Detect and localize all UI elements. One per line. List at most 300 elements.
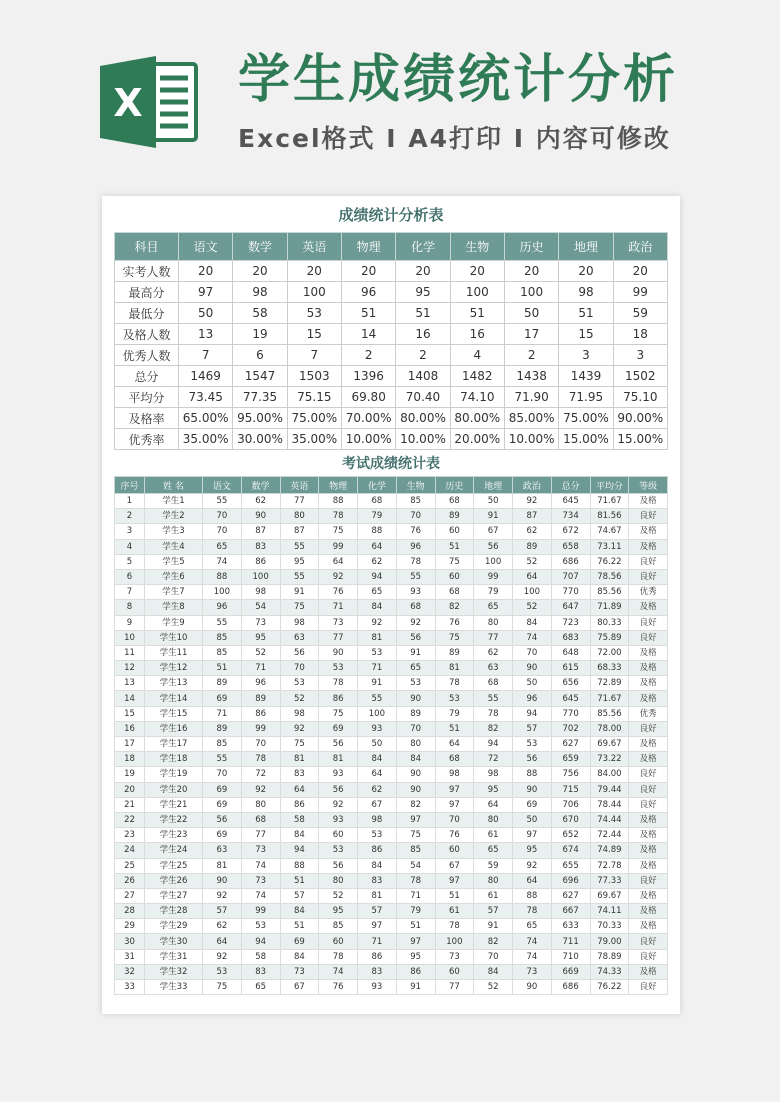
table-cell: 57 [203,904,242,919]
table-cell: 10 [115,630,145,645]
table-cell: 64 [474,797,513,812]
table-cell: 58 [280,812,319,827]
table-row [115,524,668,539]
table-cell: 良好 [629,949,668,964]
table-row [115,645,668,660]
table-cell: 7 [179,345,233,366]
table-row [115,858,668,873]
table-row [115,387,668,408]
table-cell: 17 [115,737,145,752]
table-cell: 14 [341,324,395,345]
table-cell: 52 [513,554,552,569]
table-cell: 51 [280,873,319,888]
table-cell: 93 [319,812,358,827]
table-cell: 85.56 [590,706,629,721]
table-cell: 及格 [629,964,668,979]
table-cell: 15 [559,324,613,345]
table-cell: 62 [203,919,242,934]
column-header: 历史 [504,233,558,261]
column-header: 化学 [358,477,397,494]
table-cell: 65 [241,980,280,995]
table-cell: 良好 [629,782,668,797]
table-cell: 68 [435,585,474,600]
column-header: 科目 [115,233,179,261]
column-header: 地理 [559,233,613,261]
table-cell: 84 [280,949,319,964]
table-cell: 良好 [629,569,668,584]
table-cell: 56 [319,737,358,752]
table-cell: 64 [358,539,397,554]
table-cell: 84.00 [590,767,629,782]
table-cell: 20 [559,261,613,282]
table-cell: 80 [474,873,513,888]
table-cell: 69.67 [590,737,629,752]
column-header: 历史 [435,477,474,494]
table-cell: 31 [115,949,145,964]
table-row [115,585,668,600]
table-row [115,904,668,919]
table-cell: 及格率 [115,408,179,429]
table-cell: 57 [474,904,513,919]
table-cell: 78 [241,752,280,767]
table-cell: 5 [115,554,145,569]
table-cell: 84 [358,858,397,873]
table-cell: 60 [319,934,358,949]
table-cell: 79 [396,904,435,919]
table-cell: 686 [551,554,590,569]
table-cell: 100 [241,569,280,584]
table-cell: 20 [115,782,145,797]
table-cell: 80.33 [590,615,629,630]
table-cell: 98 [358,812,397,827]
table-cell: 92 [203,888,242,903]
table-cell: 97 [435,797,474,812]
table-cell: 17 [504,324,558,345]
table-cell: 56 [474,539,513,554]
table-cell: 68 [358,494,397,509]
table-cell: 99 [319,539,358,554]
table-cell: 86 [358,843,397,858]
table-cell: 97 [435,782,474,797]
table-cell: 59 [613,303,667,324]
table-cell: 73 [319,615,358,630]
table-cell: 良好 [629,509,668,524]
table-cell: 学生15 [145,706,203,721]
table-cell: 10.00% [396,429,450,450]
column-header: 数学 [241,477,280,494]
table-cell: 1439 [559,366,613,387]
table-row [115,964,668,979]
table-cell: 33 [115,980,145,995]
table-cell: 58 [233,303,287,324]
table-cell: 88 [319,494,358,509]
table-cell: 79 [358,509,397,524]
table-cell: 82 [474,934,513,949]
table-cell: 50 [179,303,233,324]
table-cell: 64 [280,782,319,797]
table-cell: 85.56 [590,585,629,600]
table-cell: 77.35 [233,387,287,408]
table-cell: 1503 [287,366,341,387]
table-row [115,676,668,691]
header-banner [0,0,780,190]
table-cell: 1502 [613,366,667,387]
table-cell: 55 [203,615,242,630]
table-cell: 4 [115,539,145,554]
table-cell: 64 [513,569,552,584]
table-cell: 90 [513,782,552,797]
table-cell: 78 [396,554,435,569]
table-cell: 89 [396,706,435,721]
table-cell: 71.67 [590,494,629,509]
table-cell: 78 [435,676,474,691]
table-cell: 及格 [629,645,668,660]
table-cell: 92 [396,615,435,630]
table-cell: 78.89 [590,949,629,964]
table-cell: 69 [280,934,319,949]
table-cell: 71 [396,888,435,903]
table-cell: 74.11 [590,904,629,919]
table-cell: 20 [179,261,233,282]
table-cell: 100 [504,282,558,303]
table-cell: 68 [396,600,435,615]
table-cell: 645 [551,691,590,706]
table-cell: 及格 [629,600,668,615]
table-cell: 667 [551,904,590,919]
table-cell: 95 [396,282,450,303]
table-cell: 4 [450,345,504,366]
table-cell: 35.00% [179,429,233,450]
table-cell: 94 [280,843,319,858]
table-cell: 良好 [629,797,668,812]
table-row [115,721,668,736]
table-cell: 67 [280,980,319,995]
table-cell: 100 [435,934,474,949]
table-cell: 84 [513,615,552,630]
table-cell: 85 [203,645,242,660]
table-cell: 学生14 [145,691,203,706]
table-cell: 63 [474,661,513,676]
column-header: 生物 [396,477,435,494]
table-cell: 96 [241,676,280,691]
table-cell: 98 [241,585,280,600]
table-cell: 78 [319,949,358,964]
table-cell: 学生17 [145,737,203,752]
table-cell: 84 [358,752,397,767]
table-cell: 67 [435,858,474,873]
table-cell: 20 [450,261,504,282]
table-cell: 63 [280,630,319,645]
table-cell: 78.56 [590,569,629,584]
table-cell: 64 [203,934,242,949]
table-cell: 56 [203,812,242,827]
table-cell: 53 [358,828,397,843]
table-row [115,797,668,812]
table-cell: 及格人数 [115,324,179,345]
table-cell: 84 [474,964,513,979]
table-cell: 73 [280,964,319,979]
excel-logo-letter: X [113,81,143,125]
table-cell: 79 [474,585,513,600]
table-cell: 69 [203,782,242,797]
table-cell: 85 [203,737,242,752]
table-cell: 76 [435,828,474,843]
table-cell: 75 [435,630,474,645]
table-cell: 92 [319,797,358,812]
table-cell: 62 [358,782,397,797]
table-cell: 88 [513,888,552,903]
table-cell: 615 [551,661,590,676]
table-cell: 98 [435,767,474,782]
table-cell: 学生7 [145,585,203,600]
table-cell: 70 [241,737,280,752]
table-row [115,569,668,584]
table-cell: 97 [358,919,397,934]
table-cell: 68 [474,676,513,691]
table-cell: 1396 [341,366,395,387]
scores-table-header [115,477,668,494]
table-row [115,980,668,995]
table-cell: 学生21 [145,797,203,812]
table-cell: 80 [396,737,435,752]
table-cell: 及格 [629,843,668,858]
table-cell: 81 [358,630,397,645]
table-cell: 83 [241,964,280,979]
table-cell: 51 [450,303,504,324]
table-cell: 11 [115,645,145,660]
table-cell: 54 [396,858,435,873]
table-cell: 87 [241,524,280,539]
table-cell: 79.00 [590,934,629,949]
table-cell: 19 [115,767,145,782]
table-cell: 平均分 [115,387,179,408]
table-cell: 76.22 [590,980,629,995]
table-cell: 学生9 [145,615,203,630]
table-cell: 75 [319,706,358,721]
table-cell: 75.15 [287,387,341,408]
table-cell: 及格 [629,539,668,554]
table-cell: 27 [115,888,145,903]
table-cell: 669 [551,964,590,979]
table-cell: 50 [474,494,513,509]
table-cell: 67 [358,797,397,812]
table-cell: 91 [396,980,435,995]
table-cell: 92 [280,721,319,736]
table-cell: 55 [203,494,242,509]
column-header: 平均分 [590,477,629,494]
table-row [115,509,668,524]
table-cell: 58 [241,949,280,964]
table-cell: 95 [396,949,435,964]
table-cell: 96 [396,539,435,554]
table-cell: 学生28 [145,904,203,919]
table-cell: 92 [203,949,242,964]
table-cell: 91 [396,645,435,660]
table-cell: 90 [241,509,280,524]
column-header: 序号 [115,477,145,494]
table-cell: 学生11 [145,645,203,660]
table-cell: 最高分 [115,282,179,303]
table-cell: 75 [280,600,319,615]
table-cell: 89 [513,539,552,554]
table-cell: 75.00% [559,408,613,429]
table-cell: 89 [435,509,474,524]
table-cell: 65 [513,919,552,934]
table-cell: 88 [513,767,552,782]
table-cell: 81 [280,752,319,767]
table-cell: 97 [396,934,435,949]
table-cell: 及格 [629,737,668,752]
table-cell: 98 [280,615,319,630]
table-cell: 95 [513,843,552,858]
table-cell: 6 [233,345,287,366]
table-row [115,828,668,843]
spreadsheet-sheet [102,196,680,1014]
table-cell: 645 [551,494,590,509]
table-cell: 70 [435,812,474,827]
table-cell: 707 [551,569,590,584]
scores-table-title: 考试成绩统计表 [342,456,440,472]
table-cell: 77 [241,828,280,843]
table-cell: 51 [341,303,395,324]
table-cell: 65 [474,843,513,858]
table-cell: 及格 [629,919,668,934]
table-row [115,282,668,303]
table-cell: 15.00% [613,429,667,450]
table-cell: 13 [115,676,145,691]
table-cell: 69 [319,721,358,736]
table-cell: 10.00% [504,429,558,450]
table-row [115,261,668,282]
table-cell: 655 [551,858,590,873]
table-row [115,303,668,324]
table-cell: 83 [358,873,397,888]
table-cell: 97 [435,873,474,888]
table-cell: 54 [241,600,280,615]
table-cell: 715 [551,782,590,797]
column-header: 化学 [396,233,450,261]
table-cell: 71 [241,661,280,676]
table-cell: 62 [513,524,552,539]
table-cell: 优秀人数 [115,345,179,366]
table-cell: 74.10 [450,387,504,408]
table-cell: 77 [474,630,513,645]
table-cell: 72.44 [590,828,629,843]
table-cell: 总分 [115,366,179,387]
summary-table-body [115,261,668,450]
table-cell: 3 [115,524,145,539]
table-cell: 70 [203,767,242,782]
table-cell: 50 [513,812,552,827]
table-cell: 良好 [629,721,668,736]
table-cell: 及格 [629,752,668,767]
table-cell: 55 [280,539,319,554]
table-cell: 69 [203,797,242,812]
table-cell: 72.89 [590,676,629,691]
table-cell: 57 [513,721,552,736]
table-cell: 52 [513,600,552,615]
table-cell: 64 [513,873,552,888]
table-cell: 85 [203,630,242,645]
table-cell: 81 [319,752,358,767]
table-cell: 良好 [629,615,668,630]
table-cell: 90 [396,782,435,797]
table-cell: 71 [319,600,358,615]
table-cell: 82 [435,600,474,615]
table-cell: 51 [396,303,450,324]
table-cell: 90 [396,767,435,782]
table-row [115,706,668,721]
table-cell: 94 [241,934,280,949]
table-cell: 659 [551,752,590,767]
table-cell: 65 [203,539,242,554]
table-cell: 良好 [629,934,668,949]
table-cell: 57 [280,888,319,903]
table-cell: 83 [280,767,319,782]
table-cell: 70 [513,645,552,660]
table-cell: 86 [358,949,397,964]
table-cell: 良好 [629,630,668,645]
table-cell: 62 [474,645,513,660]
table-cell: 1469 [179,366,233,387]
table-cell: 6 [115,569,145,584]
table-cell: 78 [396,873,435,888]
table-cell: 55 [396,569,435,584]
table-cell: 20 [287,261,341,282]
table-cell: 98 [559,282,613,303]
table-cell: 670 [551,812,590,827]
table-cell: 75.89 [590,630,629,645]
table-cell: 学生8 [145,600,203,615]
table-cell: 30.00% [233,429,287,450]
table-cell: 88 [280,858,319,873]
table-row [115,366,668,387]
table-cell: 68 [435,494,474,509]
table-cell: 83 [358,964,397,979]
column-header: 地理 [474,477,513,494]
table-cell: 学生5 [145,554,203,569]
table-cell: 72.78 [590,858,629,873]
table-cell: 96 [513,691,552,706]
table-cell: 68 [435,752,474,767]
table-cell: 29 [115,919,145,934]
table-cell: 学生27 [145,888,203,903]
table-cell: 学生6 [145,569,203,584]
table-cell: 学生12 [145,661,203,676]
column-header: 语文 [203,477,242,494]
table-cell: 70 [203,524,242,539]
table-cell: 70 [396,721,435,736]
table-cell: 20 [613,261,667,282]
table-cell: 71.89 [590,600,629,615]
table-cell: 学生32 [145,964,203,979]
table-cell: 53 [358,645,397,660]
table-cell: 1408 [396,366,450,387]
table-cell: 及格 [629,858,668,873]
table-cell: 97 [396,812,435,827]
table-cell: 25 [115,858,145,873]
table-cell: 及格 [629,494,668,509]
column-header: 数学 [233,233,287,261]
table-cell: 84 [358,600,397,615]
page-title: 学生成绩统计分析 [238,50,679,110]
table-cell: 59 [474,858,513,873]
table-cell: 76 [435,615,474,630]
table-cell: 67 [474,524,513,539]
table-cell: 93 [396,585,435,600]
table-cell: 60 [435,569,474,584]
table-cell: 79.44 [590,782,629,797]
